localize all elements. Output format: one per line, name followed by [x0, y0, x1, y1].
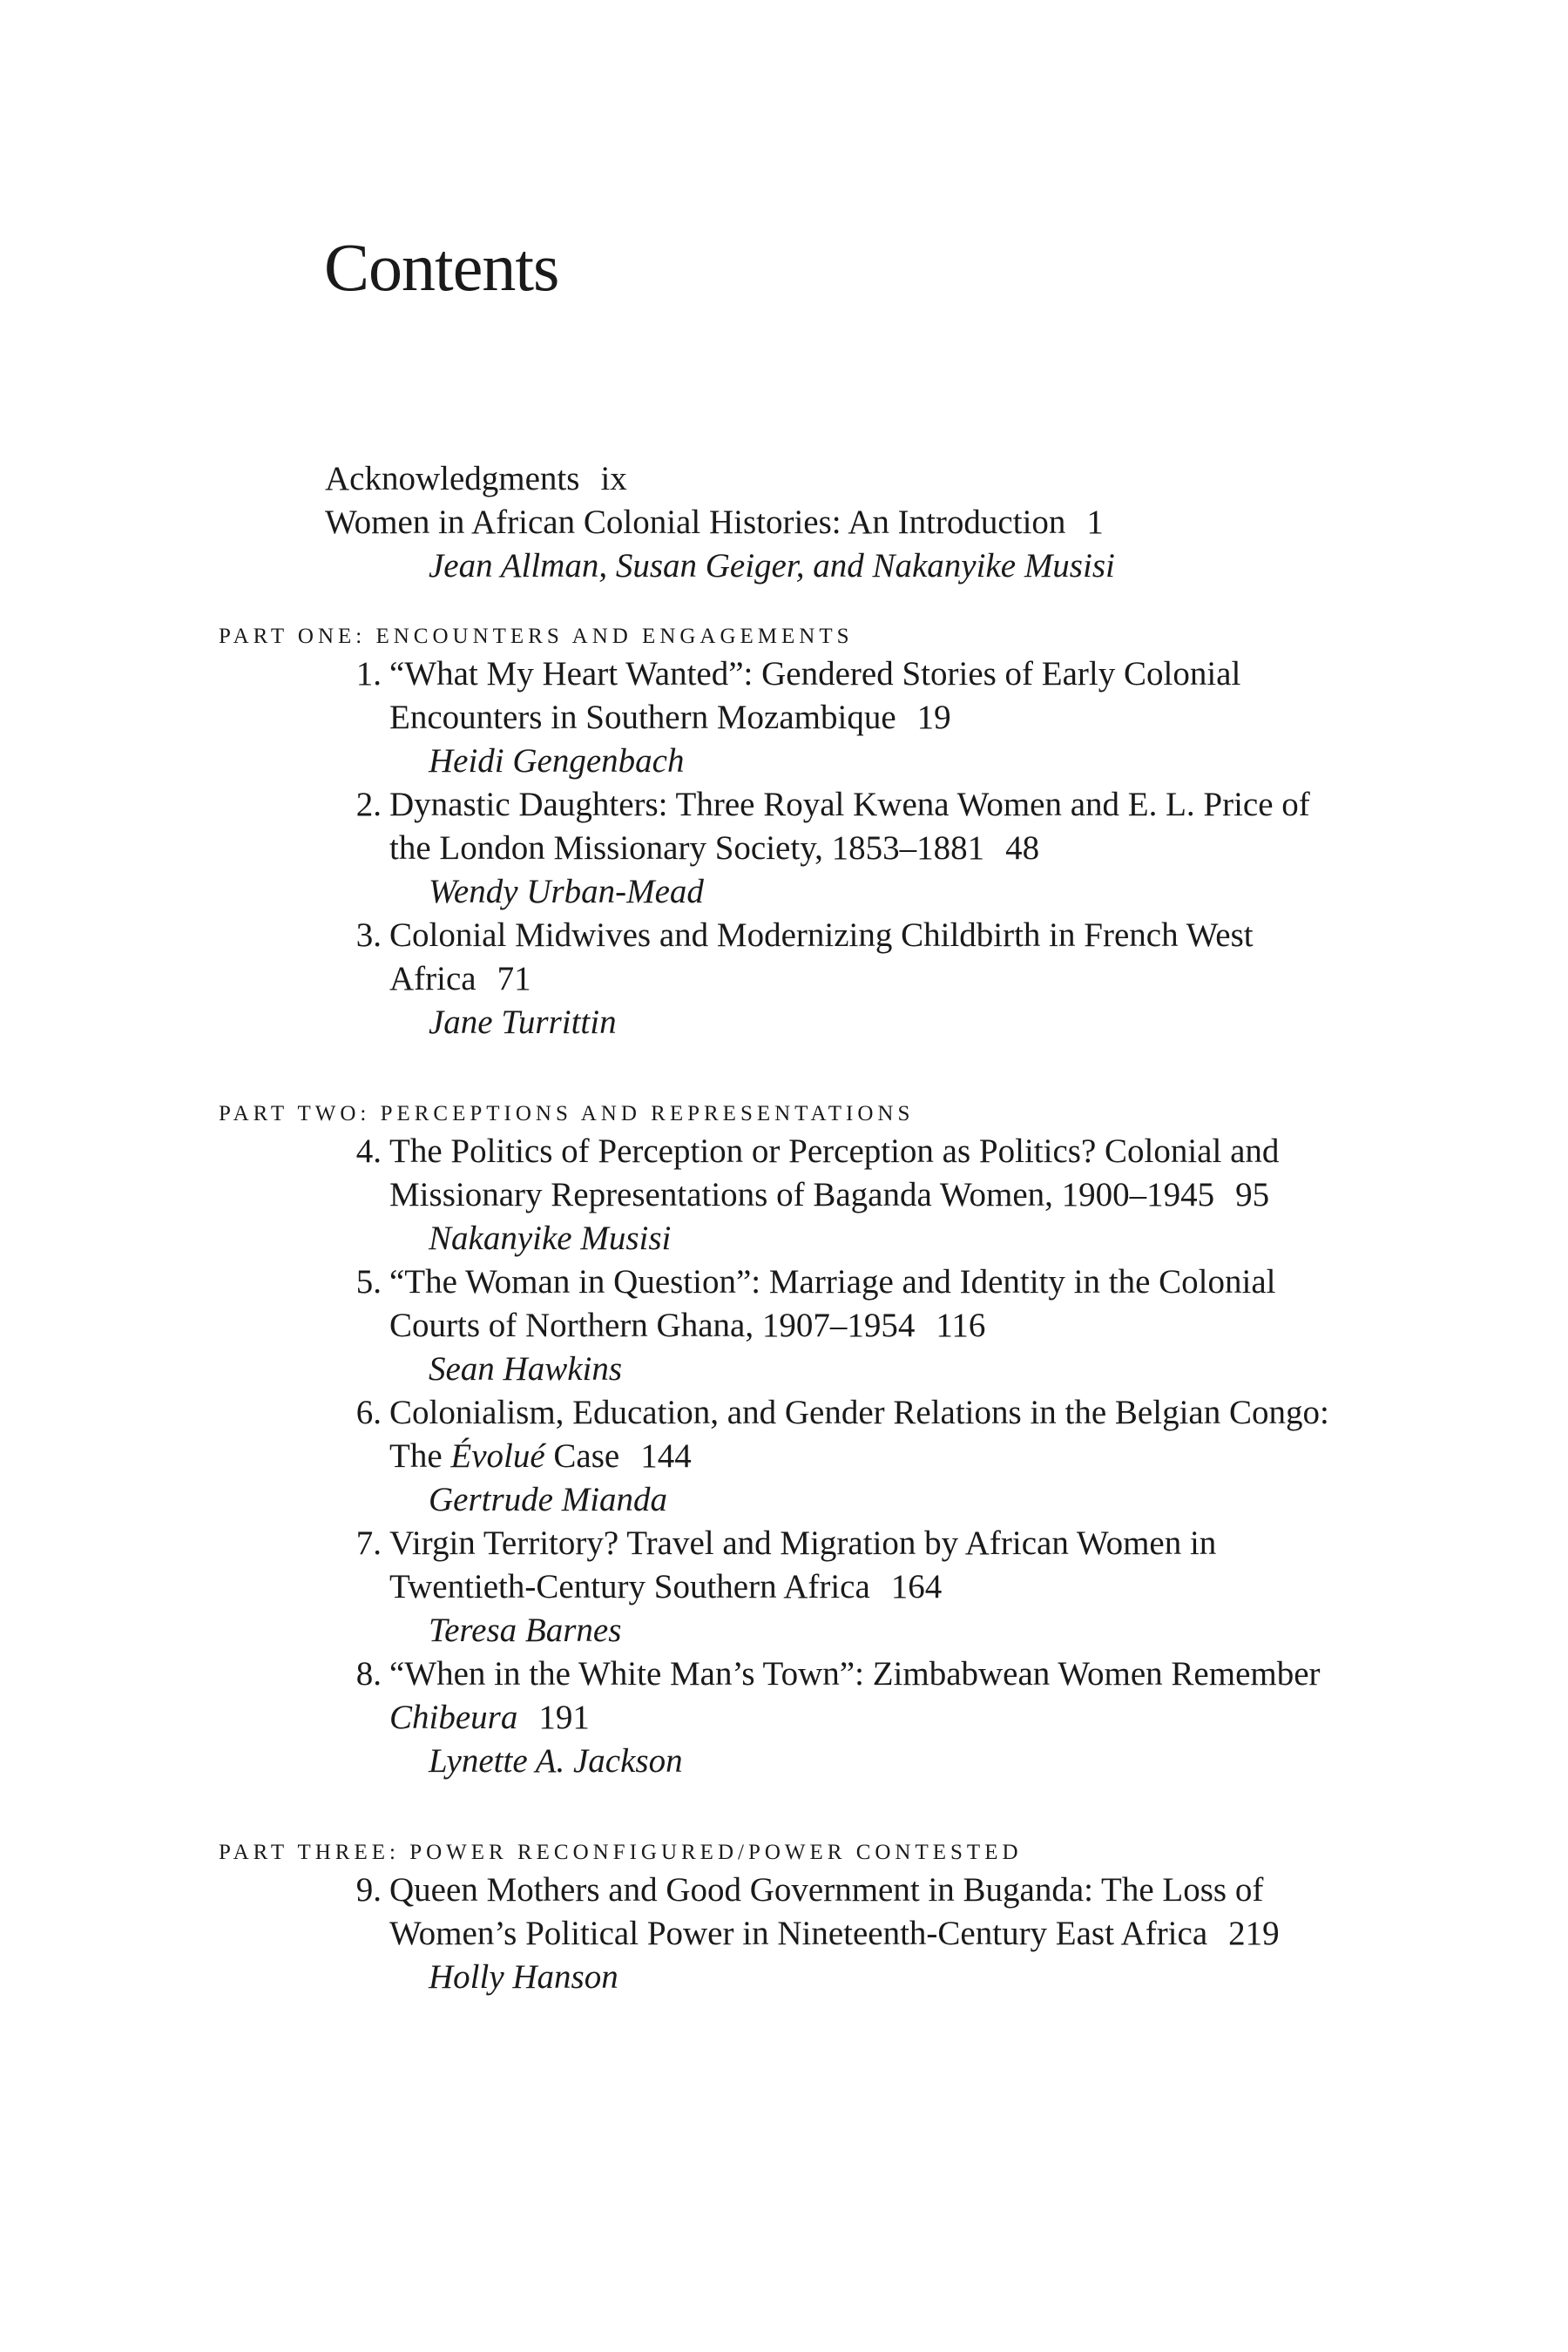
- chapter-number: 9.: [355, 1871, 382, 1909]
- chapter-page: 219: [1228, 1915, 1280, 1952]
- chapter-number: 7.: [355, 1524, 382, 1562]
- chapter-author: Heidi Gengenbach: [429, 742, 685, 780]
- chapter-page: 191: [538, 1699, 590, 1736]
- chapter-page: 164: [890, 1568, 943, 1605]
- part-two: [0, 1098, 1568, 1783]
- chapter-title: Colonialism, Education, and Gender Relations in the Belgian Congo: The: [389, 1394, 1329, 1475]
- chapter-entry: [0, 783, 1339, 870]
- toc-entry-page: 1: [1086, 504, 1104, 541]
- toc-entry-introduction: [0, 501, 1568, 544]
- chapter-page: 71: [497, 960, 531, 997]
- chapter-entry: [0, 1260, 1339, 1348]
- part-heading: PART ONE: ENCOUNTERS AND ENGAGEMENTS: [219, 625, 854, 648]
- chapter-entry: [0, 1869, 1339, 1956]
- chapter-number: 5.: [355, 1263, 382, 1301]
- chapter-title: “When in the White Man’s Town”: Zimbabwean Women Remember: [389, 1655, 1321, 1693]
- part-three: [0, 1837, 1568, 1999]
- chapter-author: Gertrude Mianda: [429, 1481, 668, 1518]
- table-of-contents: [0, 457, 1568, 1999]
- chapter-title-italic: Chibeura: [389, 1699, 518, 1736]
- toc-entry-title: Acknowledgments: [325, 460, 580, 497]
- chapter-page: 48: [1005, 829, 1040, 867]
- chapter-author: Nakanyike Musisi: [429, 1220, 672, 1257]
- chapter-author: Holly Hanson: [429, 1958, 618, 1996]
- chapter-number: 1.: [355, 655, 382, 693]
- part-heading: PART TWO: PERCEPTIONS AND REPRESENTATIONS: [219, 1102, 915, 1125]
- chapter-number: 2.: [355, 786, 382, 823]
- chapter-number: 3.: [355, 916, 382, 954]
- part-one: [0, 621, 1568, 1044]
- chapter-author: Teresa Barnes: [429, 1612, 622, 1649]
- chapter-author: Lynette A. Jackson: [429, 1742, 683, 1780]
- chapter-entry: [0, 652, 1339, 740]
- chapter-page: 19: [916, 699, 951, 736]
- chapter-author: Sean Hawkins: [429, 1350, 623, 1388]
- chapter-entry: [0, 1522, 1339, 1609]
- chapter-title: “What My Heart Wanted”: Gendered Stories of Early Colonial Encounters in Southern Mozambique: [389, 655, 1241, 736]
- chapter-title: Queen Mothers and Good Government in Buganda: The Loss of Women’s Political Power in Nineteenth-Century East Africa: [389, 1871, 1264, 1952]
- chapter-entry: [0, 1391, 1339, 1478]
- chapter-title-end: Case: [544, 1437, 620, 1475]
- chapter-title: “The Woman in Question”: Marriage and Identity in the Colonial Courts of Northern Ghana, 1907–1954: [389, 1263, 1276, 1344]
- chapter-entry: [0, 1652, 1339, 1740]
- part-heading: PART THREE: POWER RECONFIGURED/POWER CONTESTED: [219, 1841, 1023, 1864]
- chapter-page: 144: [640, 1437, 692, 1475]
- page-title: Contents: [324, 229, 559, 305]
- chapter-number: 4.: [355, 1132, 382, 1170]
- chapter-entry: [0, 914, 1339, 1001]
- chapter-author: Jane Turrittin: [429, 1004, 617, 1041]
- chapter-number: 8.: [355, 1655, 382, 1693]
- toc-entry-page: ix: [600, 460, 627, 497]
- toc-entry-title: Women in African Colonial Histories: An Introduction: [325, 504, 1066, 541]
- chapter-page: 95: [1235, 1176, 1270, 1213]
- chapter-page: 116: [936, 1307, 986, 1344]
- chapter-title: Colonial Midwives and Modernizing Childbirth in French West Africa: [389, 916, 1254, 997]
- toc-entry-authors: Jean Allman, Susan Geiger, and Nakanyike Musisi: [429, 547, 1115, 585]
- chapter-entry: [0, 1130, 1339, 1217]
- toc-entry-acknowledgments: [0, 457, 1568, 501]
- chapter-number: 6.: [355, 1394, 382, 1431]
- chapter-title-italic: Évolué: [450, 1437, 545, 1475]
- chapter-title: Virgin Territory? Travel and Migration by African Women in Twentieth-Century Southern Africa: [389, 1524, 1217, 1605]
- chapter-author: Wendy Urban-Mead: [429, 873, 704, 910]
- chapter-title: Dynastic Daughters: Three Royal Kwena Women and E. L. Price of the London Missionary Society, 1853–1881: [389, 786, 1310, 867]
- chapter-title: The Politics of Perception or Perception as Politics? Colonial and Missionary Representations of Baganda Women, 1900–1945: [389, 1132, 1280, 1213]
